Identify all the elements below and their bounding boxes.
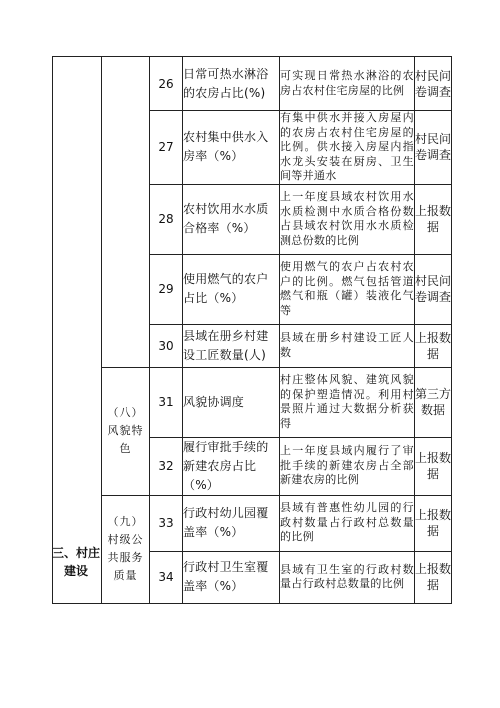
data-source: 村民问卷调查 [415, 254, 452, 324]
data-source: 上报数据 [415, 184, 452, 254]
indicator-description: 使用燃气的农户占农村农户的比例。燃气包括管道燃气和瓶（罐）装液化气等 [280, 254, 415, 324]
row-number: 29 [150, 254, 183, 324]
indicator-name: 农村集中供水入房率（%） [183, 111, 280, 185]
indicator-name: 使用燃气的农户占比（%） [183, 254, 280, 324]
row-number: 30 [150, 324, 183, 367]
subcategory-cell [102, 495, 150, 603]
row-number: 28 [150, 184, 183, 254]
indicator-name: 行政村幼儿园覆盖率（%） [183, 495, 280, 551]
indicator-description: 有集中供水并接入房屋内的农房占农村住宅房屋的比例。供水接入房屋内指水龙头安装在厨房、卫生间等并通水 [280, 111, 414, 182]
row-number: 32 [150, 437, 183, 495]
indicator-description: 县域有普惠性幼儿园的行政村数量占行政村总数量的比例 [280, 495, 415, 551]
data-source: 上报数据 [415, 324, 452, 367]
data-source: 上报数据 [415, 437, 452, 495]
indicator-name: 行政村卫生室覆盖率（%） [183, 551, 280, 603]
row-number: 31 [150, 367, 183, 437]
subcategory-cell [102, 57, 150, 368]
subcategory-services-label: （九）村级公共服务质量 [107, 515, 144, 582]
table-row [53, 367, 452, 437]
indicator-name: 县域在册乡村建设工匠数量(人) [183, 324, 280, 367]
row-number: 34 [150, 551, 183, 603]
indicator-table [52, 56, 452, 604]
indicator-description: 村庄整体风貌、建筑风貌的保护塑造情况。利用村景照片通过大数据分析获得 [280, 367, 415, 437]
table-row [53, 495, 452, 551]
indicator-name: 履行审批手续的新建农房占比（%） [183, 437, 280, 495]
category-label: 三、村庄建设 [52, 546, 101, 578]
subcategory-cell [102, 367, 150, 495]
data-source: 第三方数据 [415, 367, 452, 437]
category-cell [53, 57, 102, 604]
table-row [53, 57, 452, 111]
indicator-name: 风貌协调度 [183, 367, 280, 437]
subcategory-style-label: （八）风貌特色 [107, 406, 144, 455]
indicator-name: 日常可热水淋浴的农房占比(%) [183, 57, 280, 111]
row-number: 33 [150, 495, 183, 551]
data-source: 村民问卷调查 [415, 111, 452, 185]
row-number: 26 [150, 57, 183, 111]
indicator-description: 可实现日常热水淋浴的农房占农村住宅房屋的比例 [280, 57, 415, 111]
indicator-description: 上一年度县域农村饮用水水质检测中水质合格份数占县域农村饮用水水质检测总份数的比例 [280, 184, 415, 254]
indicator-description: 县域有卫生室的行政村数量占行政村总数量的比例 [280, 551, 415, 603]
indicator-description: 县域在册乡村建设工匠人数 [280, 324, 415, 367]
data-source: 上报数据 [415, 495, 452, 551]
data-source: 上报数据 [415, 551, 452, 603]
indicator-name: 农村饮用水水质合格率（%） [183, 184, 280, 254]
row-number: 27 [150, 111, 183, 185]
indicator-description: 上一年度县域内履行了审批手续的新建农房占全部新建农房的比例 [280, 437, 415, 495]
data-source: 村民问卷调查 [415, 57, 452, 111]
